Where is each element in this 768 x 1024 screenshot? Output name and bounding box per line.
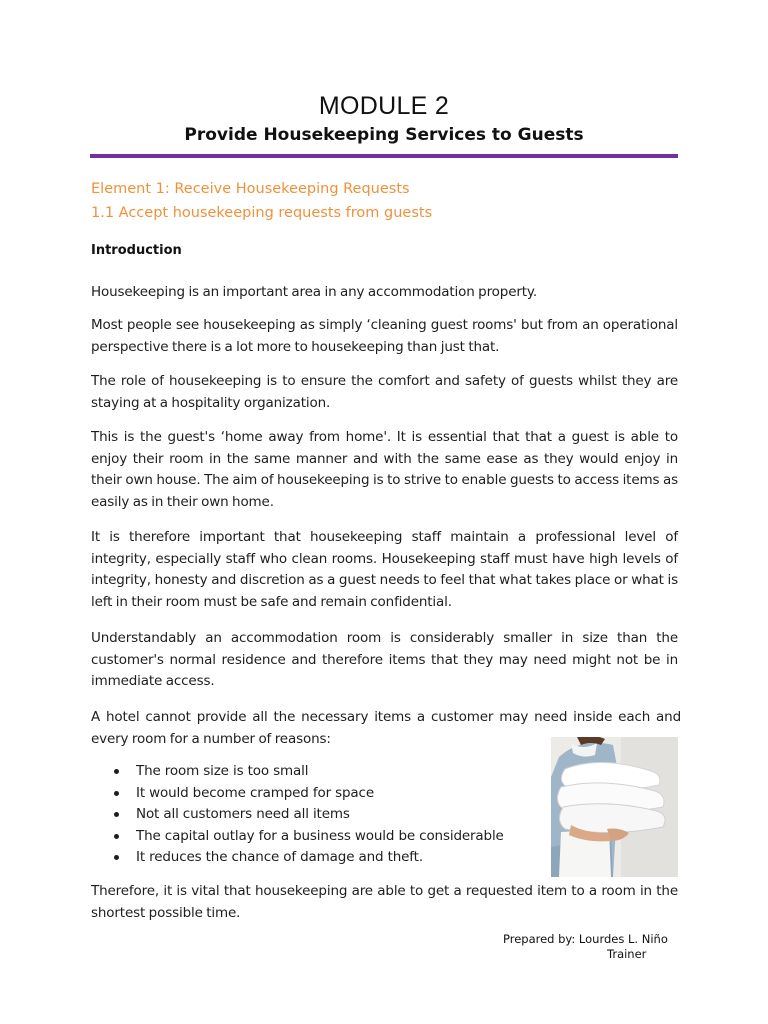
paragraph: Most people see housekeeping as simply ‘cleaning guest rooms' but from an operational perspective there is a lot more to housekeeping than just that. <box>91 317 678 355</box>
intro-label: Introduction <box>91 243 182 258</box>
module-subtitle: Provide Housekeeping Services to Guests <box>184 125 584 145</box>
bullet-icon <box>114 812 119 817</box>
element-title: Element 1: Receive Housekeeping Requests <box>91 181 410 197</box>
list-item <box>112 826 504 848</box>
reasons-list <box>112 761 504 869</box>
paragraph: Housekeeping is an important area in any accommodation property. <box>91 284 537 300</box>
list-item <box>112 847 504 869</box>
section-headings <box>91 177 432 225</box>
subsection-title: 1.1 Accept housekeeping requests from guests <box>91 205 433 221</box>
paragraph: A hotel cannot provide all the necessary items a customer may need inside each and every room for a number of reasons: <box>91 709 681 747</box>
paragraph: It is therefore important that housekeeping staff maintain a professional level of integrity, especially staff who clean rooms. Housekeeping staff must have high levels of integrity, honesty and discretion as a guest needs to feel that what takes place or what is left in their room must be safe and remain confidential. <box>91 529 678 610</box>
prepared-by: Prepared by: Lourdes L. Niño <box>503 932 668 946</box>
list-item-text: Not all customers need all items <box>136 806 350 822</box>
bullet-icon <box>114 855 119 860</box>
module-title: MODULE 2 <box>318 92 450 120</box>
list-item <box>112 804 504 826</box>
list-item-text: It reduces the chance of damage and theft. <box>136 849 423 865</box>
bullet-icon <box>114 769 119 774</box>
paragraph: Understandably an accommodation room is considerably smaller in size than the customer's normal residence and therefore items that they may need might not be in immediate access. <box>91 630 678 690</box>
bullet-icon <box>114 791 119 796</box>
paragraph: The role of housekeeping is to ensure the comfort and safety of guests whilst they are staying at a hospitality organization. <box>91 373 678 411</box>
list-item-text: It would become cramped for space <box>136 784 374 801</box>
preparer-role: Trainer <box>607 947 647 961</box>
closing-paragraph: Therefore, it is vital that housekeeping are able to get a requested item to a room in the shortest possible time. <box>91 883 678 921</box>
header-divider <box>90 154 678 158</box>
list-item <box>112 761 504 783</box>
paragraph: This is the guest's ‘home away from home'. It is essential that that a guest is able to enjoy their room in the same manner and with the same ease as they would enjoy in their own house. The aim of housekeeping is to strive to enable guests to access items as easily as in their own home. <box>91 429 678 510</box>
list-item <box>112 783 504 805</box>
bullet-icon <box>114 834 119 839</box>
housekeeper-holding-pillows-photo <box>551 737 678 877</box>
list-item-text: The capital outlay for a business would be considerable <box>136 827 504 844</box>
list-item-text: The room size is too small <box>136 763 309 779</box>
